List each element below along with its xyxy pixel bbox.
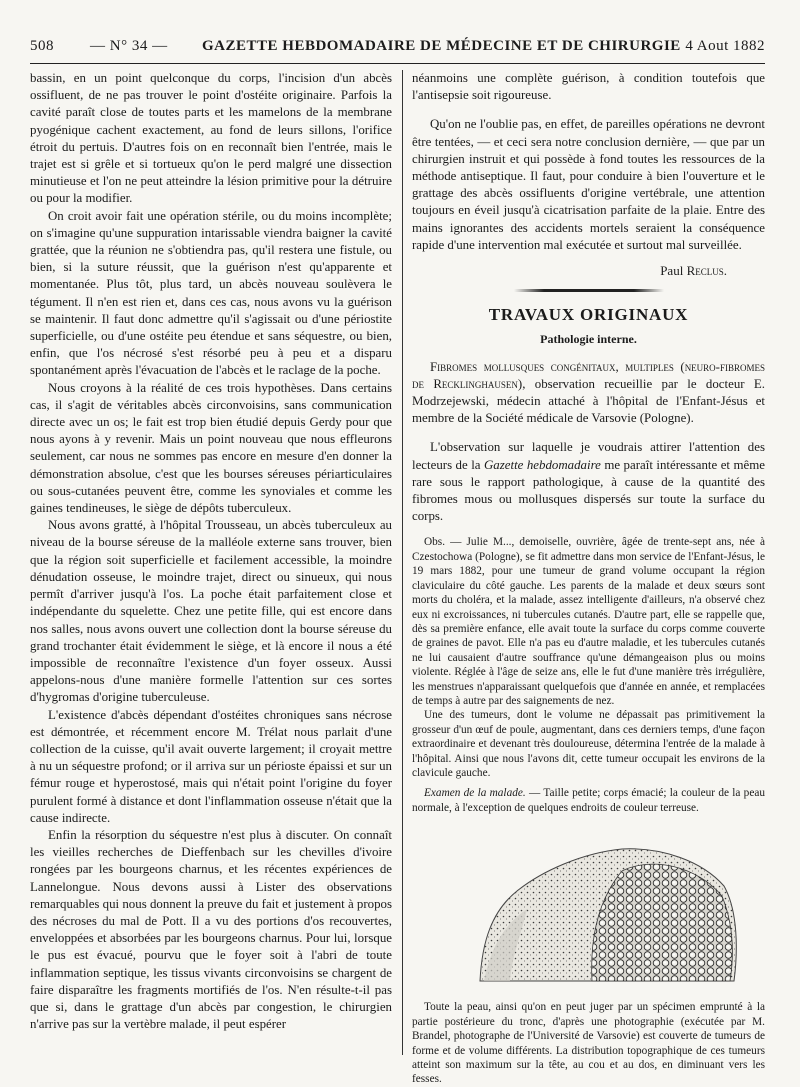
paragraph: Qu'on ne l'oublie pas, en effet, de pareilles opérations ne devront être tentées, — et ceci sera notre conclusion dernière, — que par un chirurgien instruit et qui possède à fond toutes les ressources de la méthode antiseptique. Il faut, pour conduire à bien l'ouverture et le grattage des abcès ossifluents d'origine vertébrale, une attention toujours en éveil jusqu'à cicatrisation parfaite de la plaie. Entre des mains ignorantes des accidents mortels seraient la conséquence rapide d'une intervention mal exécutée et surtout mal surveillée.	[412, 117, 765, 252]
observation-paragraph: Une des tumeurs, dont le volume ne dépassait pas primitivement la grosseur d'un œuf de poule, augmentant, dans ces derniers temps, d'une façon extraordinaire et devenant très douloureuse, détermina l'entrée de la malade à l'hôpital. Ainsi que nous l'avons dit, cette tumeur occupait les environs de la clavicule gauche.	[412, 709, 765, 779]
page-header	[30, 38, 765, 62]
caption-text: Toute la peau, ainsi qu'on en peut juger par un spécimen emprunté à la partie postérieure du tronc, d'après une photographie (exécutée par M. Brandel, photographe de l'Université de Varsovie) est couverte de tumeurs de forme et de volume différents. La distribution topographique de ces tumeurs atteint son maximum sur la tête, au cou et au dos, en diminuant vers les fesses.	[412, 1001, 765, 1086]
exam-text: — Taille petite; corps émacié; la couleur de la peau normale, à l'exception de quelques endroits de couleur terreuse.	[412, 787, 765, 814]
article-title: Fibromes mollusques congénitaux, multiples (neuro-fibromes de Recklinghausen),	[412, 359, 765, 391]
exam-label: Examen de la malade.	[424, 787, 526, 800]
section-title: TRAVAUX ORIGINAUX	[488, 305, 689, 325]
paragraph: bassin, en un point quelconque du corps, l'incision d'un abcès ossifluent, de ne pas trouver le point d'ostéite originaire. Parfois la cavité paraît close de toutes parts et les mamelons de la membrane pyogénique cachent exactement, au fond de leurs sillons, l'orifice étroit du pertuis. D'autres fois on en reconnaît bien l'entrée, mais le trajet est si grêle et si tortueux qu'on le perd malgré une dissection minutieuse et l'on ne peut atteindre la lésion primitive pour la détruire ou pour la modifier.	[30, 71, 392, 206]
figure-caption	[412, 1000, 765, 1086]
skin-specimen-illustration	[472, 831, 742, 989]
header-rule	[30, 63, 765, 64]
right-column	[412, 70, 765, 1087]
journal-title: GAZETTE HEBDOMADAIRE DE MÉDECINE ET DE CHIRURGIE	[202, 38, 681, 54]
article-intro-before: L'observation sur laquelle je voudrais attirer l'attention des lecteurs de la	[412, 440, 765, 472]
paragraph: Enfin la résorption du séquestre n'est plus à discuter. On connaît les vieilles recherches de Dieffenbach sur les chevilles d'ivoire rongées par les bourgeons charnus, et les récentes expériences de Lannelongue. Nous devons aussi à Lister des observations remarquables qui nous donnent la preuve du fait et justement à propos des nécroses du mal de Pott. Il a vu des portions d'os recouvertes, enveloppées et absorbées par les bourgeons charnus. Pour lui, lorsque le pus est évacué, pourvu que le foyer soit à l'abri de toute inflammation septique, les tissus vivants circonvoisins se chargent de faire disparaître les fragments mortifiés de l'os. N'en résulte-t-il pas que si, dans le grattage d'un abcès par congestion, le chirurgien n'arrive pas sur la vertèbre malade, il peut espérer	[30, 827, 392, 1032]
section-separator	[514, 289, 664, 292]
paragraph: néanmoins une complète guérison, à condition toutefois que l'antisepsie soit rigoureuse.	[412, 71, 765, 103]
subsection-title: Pathologie interne.	[540, 332, 637, 347]
column-divider	[402, 70, 403, 1055]
paragraph: Nous croyons à la réalité de ces trois hypothèses. Dans certains cas, il s'agit de véritables abcès circonvoisins, sans communication directe avec un os; le fait est trop bien étudié depuis Gerdy pour que nous ayons à y revenir. Mais un point nouveau que nous effleurons seulement, car nous ne sommes pas encore en mesure d'en donner la démonstration absolue, c'est que les bourses séreuses périarticulaires ou sous-cutanées peuvent être, comme les synoviales et comme les gaines tendineuses, le siège de dépôts tuberculeux.	[30, 380, 392, 516]
issue-date: 4 Aout 1882	[685, 38, 765, 54]
exam-paragraph	[412, 786, 765, 815]
page-number: 508	[30, 38, 54, 54]
paragraph: L'existence d'abcès dépendant d'ostéites chroniques sans nécrose est démontrée, et récemment encore M. Trélat nous parlait d'une collection de la cuisse, qu'il avait ouverte largement; il croyait mettre à nu un séquestre profond; or il arriva sur un périoste épaissi et sur un fémur rouge et hyperostosé, mais qui n'était point l'origine du foyer purulent formé à distance et dont l'inflammation osseuse n'était que la cause indirecte.	[30, 707, 392, 825]
issue-number: — N° 34 —	[90, 38, 168, 54]
signature-first: Paul	[660, 263, 684, 279]
left-column	[30, 70, 392, 1033]
journal-reference: Gazette hebdomadaire	[484, 457, 601, 472]
article-byline: observation recueillie par le docteur E. Modrzejewski, médecin attaché à l'hôpital de l'Enfant-Jésus et membre de la Société médicale de Varsovie (Pologne).	[412, 376, 765, 426]
signature-last: Reclus.	[686, 263, 727, 279]
article-intro	[412, 439, 765, 525]
article-heading	[412, 359, 765, 428]
paragraph: On croit avoir fait une opération stérile, ou du moins incomplète; on s'imagine qu'une suppuration intarissable viendra baigner la cavité grattée, que la réunion ne s'obtiendra pas, qu'il restera une fistule, ou bien, si la suture réussit, que la guérison n'est qu'apparente et momentanée. Plus tôt, plus tard, un abcès nouveau soulèvera le tégument. Il n'en est rien et, dans ces cas, nous avons vu la guérison se maintenir. Il faut donc admettre qu'il s'agissait ou d'une périostite superficielle, ou d'une ostéite peu étendue et sans séquestre, ou bien, enfin, que l'os nécrosé s'est résorbé peu à peu et a disparu spontanément après l'évacuation de l'abcès et le raclage de la poche.	[30, 208, 392, 378]
observation-block	[412, 535, 765, 815]
author-signature	[412, 262, 727, 279]
article-intro-after: me paraît intéressante et même rare sous le rapport pathologique, à cause de la quantité des fibromes mous ou mollusques dispersés sur toute la surface du corps.	[412, 457, 765, 524]
paragraph: Nous avons gratté, à l'hôpital Trousseau, un abcès tuberculeux au niveau de la bourse séreuse de la malléole externe sans trouver, bien que la région soit superficielle et facilement accessible, la moindre dénudation osseuse, le moindre trajet, direct ou sinueux, qui nous permît d'arriver jusqu'à l'os. La poche était parfaitement close et indépendante du squelette. Chez une petite fille, qui est encore dans nos salles, nous avons ouvert une collection dont la bourse séreuse du grand trochanter était évidemment le siège, et là encore il nous a été impossible de reconnaître l'existence d'un foyer osseux. Aussi appelons-nous d'une manière formelle l'attention sur ces sortes d'hygromas d'origine tuberculeuse.	[30, 518, 392, 705]
observation-paragraph: Obs. — Julie M..., demoiselle, ouvrière, âgée de trente-sept ans, née à Czestochowa (Pologne), se fit admettre dans mon service de l'Enfant-Jésus, le 19 mars 1882, pour une tumeur de grand volume occupant la région claviculaire du côté gauche. Les parents de la malade et deux sœurs sont morts du choléra, et la malade, assez intelligente d'ailleurs, n'a observé chez eux ni excroissances, ni tubercules cutanés. D'autre part, elle se rappelle que, dès sa première enfance, elle avait toute la surface du corps comme couverte de graines de pavot. Elle n'a pas eu d'autre maladie, et les tubercules cutanés ne lui causaient d'autre souffrance qu'une démangeaison plus ou moins violente. Réglée à l'âge de seize ans, elle le fut d'une manière très irrégulière, les menstrues n'apparaissant quelquefois que d'année en année, et remplacées de temps à autre par des saignements de nez.	[412, 536, 765, 707]
